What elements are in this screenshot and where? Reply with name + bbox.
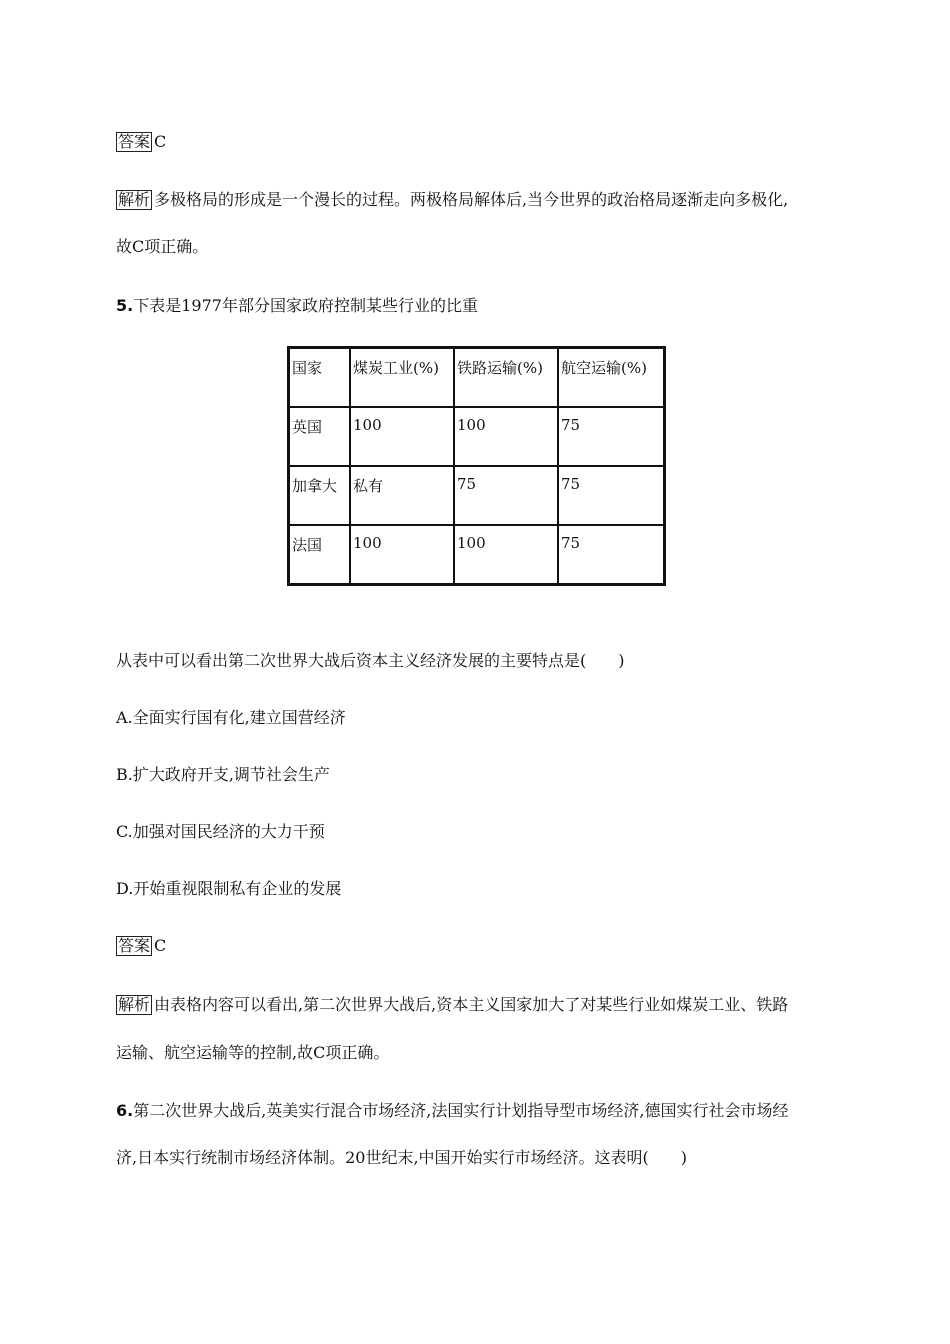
table-row: [289, 407, 665, 466]
q5-option-c: C.加强对国民经济的大力干预: [116, 822, 325, 841]
table-cell: 法国: [289, 525, 351, 585]
table-cell: 100: [454, 525, 558, 585]
table-header-row: [289, 348, 665, 408]
q5-option-b: B.扩大政府开支,调节社会生产: [116, 765, 330, 784]
table-header-cell: 铁路运输(%): [454, 348, 558, 408]
q5-option-a: A.全面实行国有化,建立国营经济: [116, 708, 346, 727]
table-header-cell: 国家: [289, 348, 351, 408]
q6-stem-line-2: 济,日本实行统制市场经济体制。20世纪末,中国开始实行市场经济。这表明( ): [116, 1148, 688, 1167]
table-cell: 私有: [350, 466, 454, 525]
table-cell: 100: [350, 407, 454, 466]
table-cell: 75: [558, 525, 665, 585]
q5-answer-line: [116, 936, 166, 956]
q6-number: 6.: [116, 1101, 134, 1120]
q5-option-d: D.开始重视限制私有企业的发展: [116, 879, 342, 898]
table-cell: 75: [558, 407, 665, 466]
table-header-cell: 航空运输(%): [558, 348, 665, 408]
q4-analysis-line-2: 故C项正确。: [116, 237, 209, 256]
table-cell: 75: [454, 466, 558, 525]
table-row: [289, 466, 665, 525]
table-cell: 100: [454, 407, 558, 466]
q4-analysis-line-1: [116, 190, 788, 210]
q6-stem-line-1: [116, 1101, 788, 1121]
q4-answer-value: C: [154, 132, 167, 151]
q4-analysis-text-1: 多极格局的形成是一个漫长的过程。两极格局解体后,当今世界的政治格局逐渐走向多极化,: [154, 190, 789, 209]
q4-answer-line: [116, 132, 166, 152]
answer-label: 答案: [118, 936, 151, 955]
analysis-label: 解析: [118, 995, 151, 1014]
analysis-label: 解析: [118, 190, 151, 209]
data-table: [287, 346, 666, 586]
q5-answer-value: C: [154, 936, 167, 955]
table-cell: 100: [350, 525, 454, 585]
q6-stem-text-1: 第二次世界大战后,英美实行混合市场经济,法国实行计划指导型市场经济,德国实行社会市场经: [133, 1101, 789, 1120]
table-row: [289, 525, 665, 585]
table-cell: 75: [558, 466, 665, 525]
q5-analysis-text-1: 由表格内容可以看出,第二次世界大战后,资本主义国家加大了对某些行业如煤炭工业、铁路: [154, 995, 789, 1014]
q5-question: 从表中可以看出第二次世界大战后资本主义经济发展的主要特点是( ): [116, 651, 625, 670]
answer-label: 答案: [118, 132, 151, 151]
q5-stem-text: 下表是1977年部分国家政府控制某些行业的比重: [133, 296, 478, 315]
table-header-cell: 煤炭工业(%): [350, 348, 454, 408]
q5-analysis-line-1: [116, 995, 788, 1015]
q5-analysis-line-2: 运输、航空运输等的控制,故C项正确。: [116, 1043, 390, 1062]
table-cell: 英国: [289, 407, 351, 466]
q5-stem: [116, 296, 478, 316]
table-cell: 加拿大: [289, 466, 351, 525]
q5-number: 5.: [116, 296, 134, 315]
